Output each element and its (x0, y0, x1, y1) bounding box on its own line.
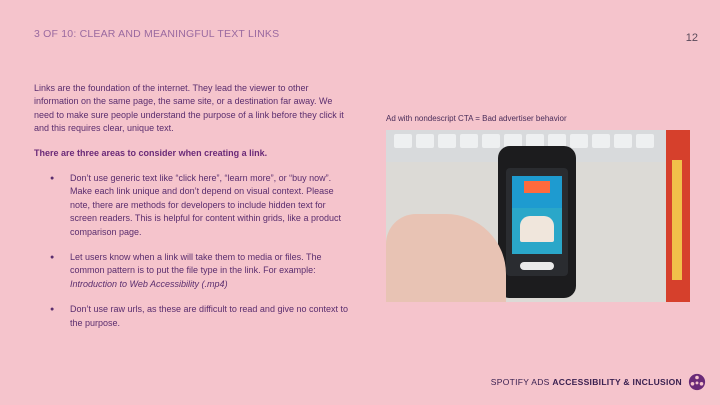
figure-caption: Ad with nondescript CTA = Bad advertiser behavior (386, 114, 567, 123)
intro-paragraph: Links are the foundation of the internet. They lead the viewer to other information on the same page, the same site, or a destination far away. We need to make sure people understand the purpose of a link before they click it and this requires clear, unique text. (34, 83, 344, 134)
bullet-text: Don’t use raw urls, as these are difficult to read and give no context to the purpose. (70, 304, 348, 328)
list-item (34, 251, 352, 291)
footer-brand-name: SPOTIFY ADS (490, 377, 550, 387)
list-item (34, 172, 352, 239)
footer-section: ACCESSIBILITY & INCLUSION (552, 377, 682, 387)
bullet-text: Don’t use generic text like “click here”, “learn more”, or “buy now”. Make each link unique and don’t depend on visual context. Please note, there are methods for developers to include hidden text for screen readers. This is helpful for content within grids, like a product comparison page. (70, 173, 341, 237)
bullet-dot: ● (50, 175, 55, 183)
book-image (666, 130, 690, 302)
ad-creative (512, 176, 562, 254)
phone-image (498, 146, 576, 298)
subheading: There are three areas to consider when creating a link. (34, 147, 268, 158)
phone-screen (506, 168, 568, 276)
page-number: 12 (685, 32, 698, 44)
footer-brand (491, 377, 682, 387)
example-link-text: Introduction to Web Accessibility (.mp4) (70, 278, 228, 289)
accessibility-logo-icon (688, 373, 706, 391)
bullet-dot: ● (50, 306, 55, 314)
ad-photo (386, 130, 690, 302)
bullet-list (34, 172, 352, 330)
bullet-text: Let users know when a link will take them to media or files. The common pattern is to put the file type in the link. For example: (70, 252, 322, 276)
ad-cta-button (520, 262, 554, 270)
slide-title: 3 OF 10: CLEAR AND MEANINGFUL TEXT LINKS (34, 28, 280, 40)
bullet-dot: ● (50, 254, 55, 262)
body-text (34, 82, 352, 342)
list-item (34, 303, 352, 330)
